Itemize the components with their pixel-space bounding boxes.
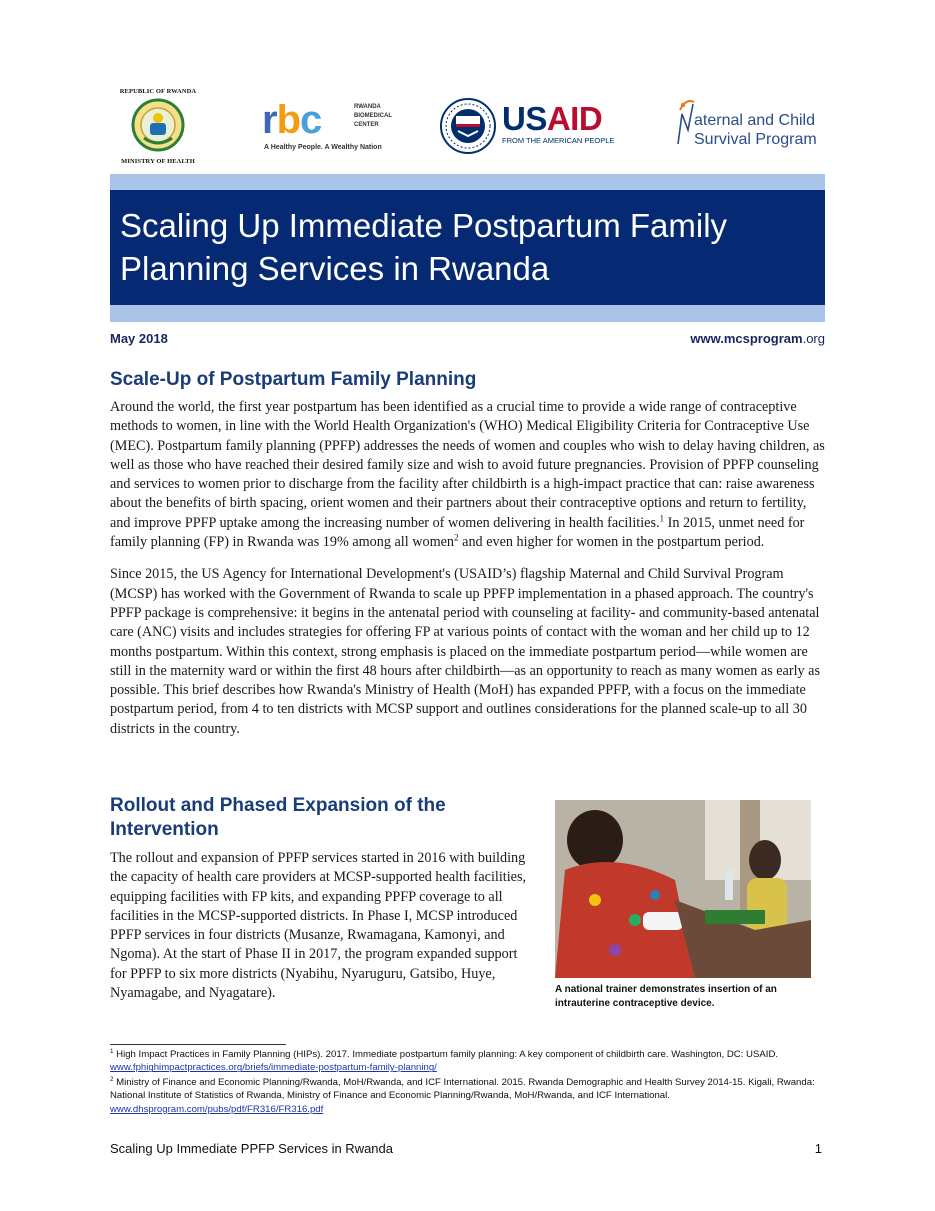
paragraph: The rollout and expansion of PPFP services started in 2016 with building the capacity of health care providers at MCSP-supported health facilities, equipping facilities with FP kits, and expanding PPFP coverage to all facilities in the MCSP-supported districts. In Phase I, MCSP introduced PPFP services in four districts (Musanze, Rwamagana, Kamonyi, and Ngoma). At the start of Phase II in 2017, the program expanded support for PPFP to six more districts (Nyabihu, Nyaruguru, Gatsibo, Huye, Nyamagabe, and Nyagatare). — [110, 850, 527, 1002]
footer-title: Scaling Up Immediate PPFP Services in Rwanda — [110, 1141, 393, 1156]
footnote-2: $^2$ Ministry of Finance and Economic Planning/Rwanda, MoH/Rwanda, and ICF International. 2015. Rwanda Demographic and Health Survey 2014-15. Kigali, Rwanda: National Institute of Statistics of Rwanda, Ministry of Finance and Economic Planning/Rwanda, MoH/Rwanda, and ICF International. www.dhsprogram.com/pubs/pdf/FR316/FR316.pdf — [110, 1075, 815, 1115]
footnotes — [110, 1048, 826, 1117]
ministry-of-health-logo — [108, 88, 208, 165]
mcsp-name-line1: aternal and Child — [694, 112, 815, 129]
trainer-photo-image — [555, 800, 811, 978]
usaid-tagline: FROM THE AMERICAN PEOPLE — [502, 136, 615, 145]
paragraph: Around the world, the first year postpartum has been identified as a crucial time to provide a wide range of contraceptive methods to women, in line with the World Health Organization's (WHO) Medical Eligibility Criteria for Contraceptive Use (MEC). Postpartum family planning (PPFP) addresses the needs of women and couples who wish to delay having children, as well as those who have reached their desired family size and wish to avoid future pregnancies. Provision of PPFP counseling and services to women prior to discharge from the facility after childbirth is a high-impact practice that can: raise awareness about the benefits of birth spacing, orient women and their partners about their contraceptive options and return to fertility, and improve PPFP uptake among the increasing number of women delivering in health facilities.$^1$ In 2015, unmet need for family planning (FP) in Rwanda was 19% among all women$^2$ and even higher for women in the postpartum period. — [110, 399, 825, 551]
website-link[interactable]: www.mcsprogram.org — [690, 331, 825, 346]
section-heading-rollout: Rollout and Phased Expansion of the Intervention — [110, 795, 446, 840]
footnote-ref[interactable]: 1 — [659, 513, 665, 524]
gov-bottom-text: MINISTRY OF HEALTH — [121, 158, 195, 165]
usaid-wordmark: USAID — [502, 100, 603, 137]
training-photo — [555, 800, 811, 978]
section1-body — [110, 398, 826, 752]
paragraph: Since 2015, the US Agency for International Development's (USAID’s) flagship Maternal and Child Survival Program (MCSP) has worked with the Government of Rwanda to scale up PPFP implementation in a phased approach. The country's PPFP package is comprehensive: it begins in the antenatal period with counseling at facility- and community-based antenatal care (ANC) visits and includes strategies for offering FP at various points of contact with the woman and her child up to 12 months postpartum. Within this context, strong emphasis is placed on the immediate postpartum period—while women are still in the maternity ward or within the first 48 hours after childbirth—as an opportunity to reach as many women as early as possible. This brief describes how Rwanda's Ministry of Health (MoH) has expanded PPFP, with a focus on the immediate postpartum period, from 4 to ten districts with MCSP support and outlines considerations for the planned scale-up to all 30 districts in the country. — [110, 566, 820, 737]
publication-date: May 2018 — [110, 331, 168, 346]
mcsp-name-line2: Survival Program — [694, 131, 817, 148]
title-banner — [110, 190, 825, 305]
usaid-logo — [440, 98, 640, 156]
footnote-divider — [110, 1044, 286, 1045]
document-title: Scaling Up Immediate Postpartum Family Planning Services in Rwanda — [120, 207, 728, 287]
mcsp-logo — [672, 96, 832, 156]
banner-top-band — [110, 174, 825, 190]
footnote-1-link[interactable]: www.fphighimpactpractices.org/briefs/immediate-postpartum-family-planning/ — [110, 1062, 437, 1074]
section2-body — [110, 849, 534, 1016]
gov-top-text: REPUBLIC OF RWANDA — [119, 88, 197, 95]
mcsp-swirl-icon — [674, 96, 696, 146]
footnote-ref[interactable]: 2 — [454, 532, 459, 543]
footnote-1: $^1$ High Impact Practices in Family Planning (HIPs). 2017. Immediate postpartum family planning: A key component of childbirth care. Washington, DC: USAID. www.fphighimpactpractices.org/briefs/immediate-postpartum-family-planning/ — [110, 1047, 779, 1074]
photo-caption: A national trainer demonstrates insertion of an intrauterine contraceptive device. — [555, 984, 777, 1009]
banner-bottom-band — [110, 305, 825, 322]
section-heading-scale-up: Scale-Up of Postpartum Family Planning — [110, 369, 477, 390]
rbc-wordmark: rbc — [262, 98, 322, 142]
usaid-seal-icon — [440, 98, 496, 154]
footnote-2-link[interactable]: www.dhsprogram.com/pubs/pdf/FR316/FR316.pdf — [110, 1103, 324, 1115]
page-number: 1 — [814, 1141, 822, 1156]
rbc-tagline: A Healthy People. A Wealthy Nation — [264, 144, 382, 151]
rbc-logo — [262, 100, 422, 155]
rbc-full-name: RWANDA BIOMEDICAL CENTER — [354, 104, 392, 128]
rwanda-seal-icon — [131, 98, 185, 152]
